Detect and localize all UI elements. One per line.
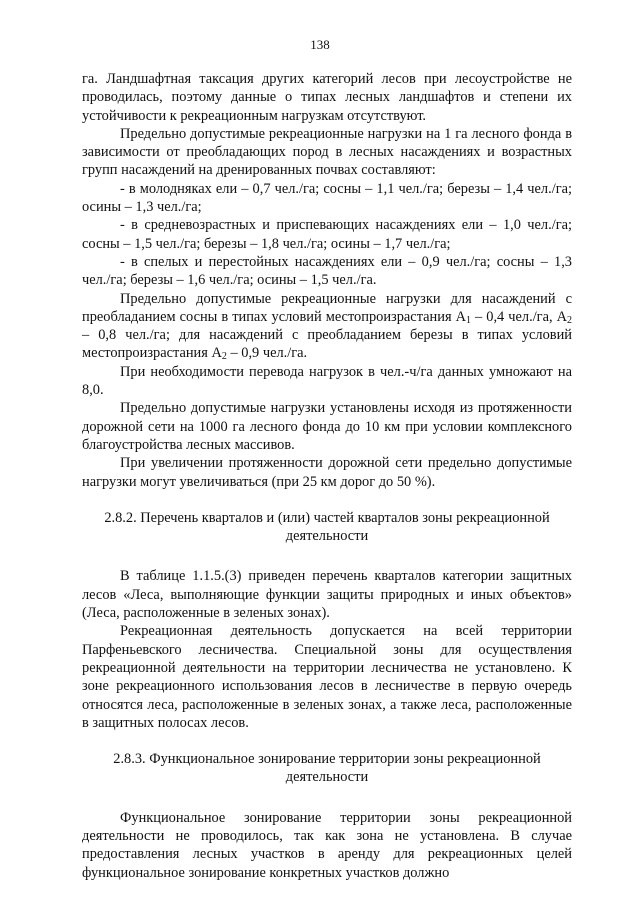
page-number: 138 [310, 37, 330, 52]
text-run: – 0,4 чел./га, А [471, 308, 567, 325]
subscript: 1 [466, 314, 471, 326]
paragraph: При увеличении протяженности дорожной сети предельно допустимые нагрузки могут увеличиваться (при 25 км дорог до 50 %). [82, 455, 572, 490]
heading-line: деятельности [285, 769, 369, 786]
paragraph: При необходимости перевода нагрузок в чел.-ч/га данных умножают на 8,0. [82, 363, 572, 399]
text-run: – 0,8 чел./га; для насаждений с преобладанием березы в типах условий местопроизрастания А [82, 327, 572, 362]
paragraph: Функциональное зонирование территории зоны рекреационной деятельности не проводилось, так как зона не установлена. В случае предоставления лесных участков в аренду для рекреационных целей функциональное зонирование конкретных участков должно [82, 809, 572, 881]
text-run: Предельно допустимые рекреационные нагрузки для насаждений с преобладанием сосны в типах условий местопроизрастания А [82, 290, 572, 325]
paragraph: га. Ландшафтная таксация других категорий лесов при лесоустройстве не проводилась, поэтому данные о типах лесных ландшафтов и степени их устойчивости к рекреационным нагрузкам отсутствуют. [82, 71, 572, 124]
page-body [82, 70, 572, 882]
list-item: - в спелых и перестойных насаждениях ели – 0,9 чел./га; сосны – 1,3 чел./га; березы – 1,6 чел./га; осины – 1,5 чел./га. [82, 253, 572, 289]
subscript: 2 [221, 351, 227, 363]
paragraph: Предельно допустимые нагрузки установлены исходя из протяженности дорожной сети на 1000 га лесного фонда до 10 км при условии комплексного благоустройства лесных массивов. [82, 400, 572, 453]
subscript: 2 [567, 314, 572, 326]
text-run: – 0,9 чел./га. [226, 345, 308, 362]
heading-line: 2.8.2. Перечень кварталов и (или) частей кварталов зоны рекреационной [104, 509, 550, 526]
section-heading [82, 509, 572, 546]
heading-line: деятельности [285, 528, 369, 545]
paragraph: Рекреационная деятельность допускается на всей территории Парфеньевского лесничества. Специальной зоны для осуществления рекреационной деятельности на территории лесничества не установлено. К зоне рекреационного использования лесов в лесничестве в первую очередь относятся леса, расположенные в зеленых зонах, а также леса, расположенные в защитных полосах лесов. [82, 623, 572, 731]
heading-line: 2.8.3. Функциональное зонирование территории зоны рекреационной [113, 751, 541, 768]
paragraph: В таблице 1.1.5.(3) приведен перечень кварталов категории защитных лесов «Леса, выполняющие функции защиты природных и иных объектов» (Леса, расположенные в зеленых зонах). [82, 568, 572, 622]
list-item: - в молодняках ели – 0,7 чел./га; сосны – 1,1 чел./га; березы – 1,4 чел./га; осины – 1,3 чел./га; [82, 180, 572, 216]
section-heading [82, 750, 572, 787]
paragraph [82, 290, 572, 363]
list-item: - в средневозрастных и приспевающих насаждениях ели – 1,0 чел./га; сосны – 1,5 чел./га; березы – 1,8 чел./га; осины – 1,7 чел./га; [82, 217, 572, 252]
paragraph: Предельно допустимые рекреационные нагрузки на 1 га лесного фонда в зависимости от преобладающих пород в лесных насаждениях и возрастных групп насаждений на дренированных почвах составляют: [82, 125, 572, 179]
